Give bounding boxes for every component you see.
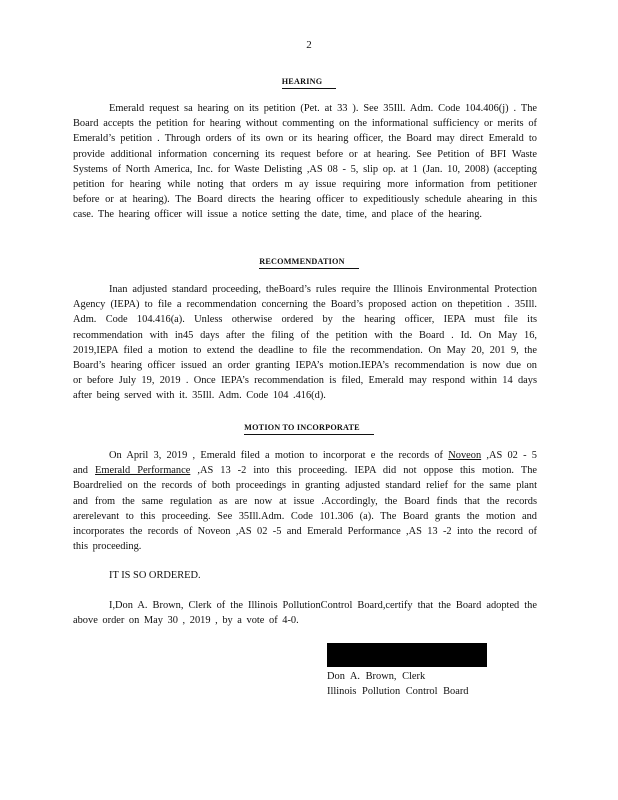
- motion-heading: [0, 420, 618, 435]
- noveon-reference: Noveon: [448, 450, 482, 461]
- motion-text-1: On April 3, 2019 , Emerald filed a motion to incorporat e the records of: [109, 450, 449, 461]
- hearing-text: Emerald request sa hearing on its petition (Pet. at 33 ). See 35Ill. Adm. Code 104.406(j) . The Board accepts the petition for hearing without commenting on the informational sufficiency or merits of Emerald’s petition . Through orders of its own or its hearing officer, the Board may direct Emerald to provide additional information concerning its request before or at hearing. See Petition of BFI Waste Systems of North America, Inc. for Waste Delisting ,AS 08 - 5, slip op. at 1 (Jan. 10, 2008) (accepting petition for hearing while noting that orders m ay issue requiring more information from petitioner before or at hearing). The Board directs the hearing officer to expeditiously schedule ahearing in this case. The hearing officer will issue a notice setting the date, time, and place of the hearing.: [73, 103, 537, 221]
- so-ordered: IT IS SO ORDERED.: [109, 570, 201, 581]
- recommendation-paragraph: [73, 282, 537, 404]
- motion-text-2: ,AS 02 - 5 and: [73, 450, 537, 477]
- hearing-heading-text: HEARING: [282, 76, 337, 89]
- page-number: 2: [306, 39, 312, 51]
- clerk-name: Don A. Brown, Clerk: [327, 671, 426, 682]
- hearing-paragraph: [73, 101, 537, 223]
- signature-redaction: [327, 643, 487, 667]
- recommendation-heading-text: RECOMMENDATION: [259, 256, 358, 269]
- motion-paragraph: [73, 448, 537, 554]
- board-name: Illinois Pollution Control Board: [327, 686, 469, 697]
- certification-paragraph: [73, 598, 537, 628]
- recommendation-heading: [0, 254, 618, 269]
- certification-text: I,Don A. Brown, Clerk of the Illinois PollutionControl Board,certify that the Board adopted the above order on May 30 , 2019 , by a vote of 4-0.: [73, 600, 537, 627]
- motion-text-3: ,AS 13 -2 into this proceeding. IEPA did not oppose this motion. The Boardrelied on the records of both proceedings in granting adjusted standard relief for the same plant and from the same regulation as are now at issue .Accordingly, the Board finds that the records arerelevant to this proceeding. See 35Ill.Adm. Code 101.306 (a). The Board grants the motion and incorporates the records of Noveon ,AS 02 -5 and Emerald Performance ,AS 13 -2 into the record of this proceeding.: [73, 465, 537, 553]
- motion-heading-text: MOTION TO INCORPORATE: [244, 422, 374, 435]
- emerald-performance-reference: Emerald Performance: [95, 465, 191, 477]
- hearing-heading: [0, 74, 618, 89]
- signature-block: [327, 643, 487, 699]
- recommendation-text: Inan adjusted standard proceeding, theBoard’s rules require the Illinois Environmental Protection Agency (IEPA) to file a recommendation concerning the Board’s proposed action on thepetition . 35Ill. Adm. Code 104.416(a). Unless otherwise ordered by the hearing officer, IEPA must file its recommendation with in45 days after the filing of the petition with the Board . Id. On May 16, 2019,IEPA filed a motion to extend the deadline to file the recommendation. On May 20, 201 9, the Board’s hearing officer issued an order granting IEPA’s motion.IEPA’s recommendation is now due on or before July 19, 2019 . Once IEPA’s recommendation is filed, Emerald may respond within 14 days after being served with it. 35Ill. Adm. Code 104 .416(d).: [73, 284, 537, 402]
